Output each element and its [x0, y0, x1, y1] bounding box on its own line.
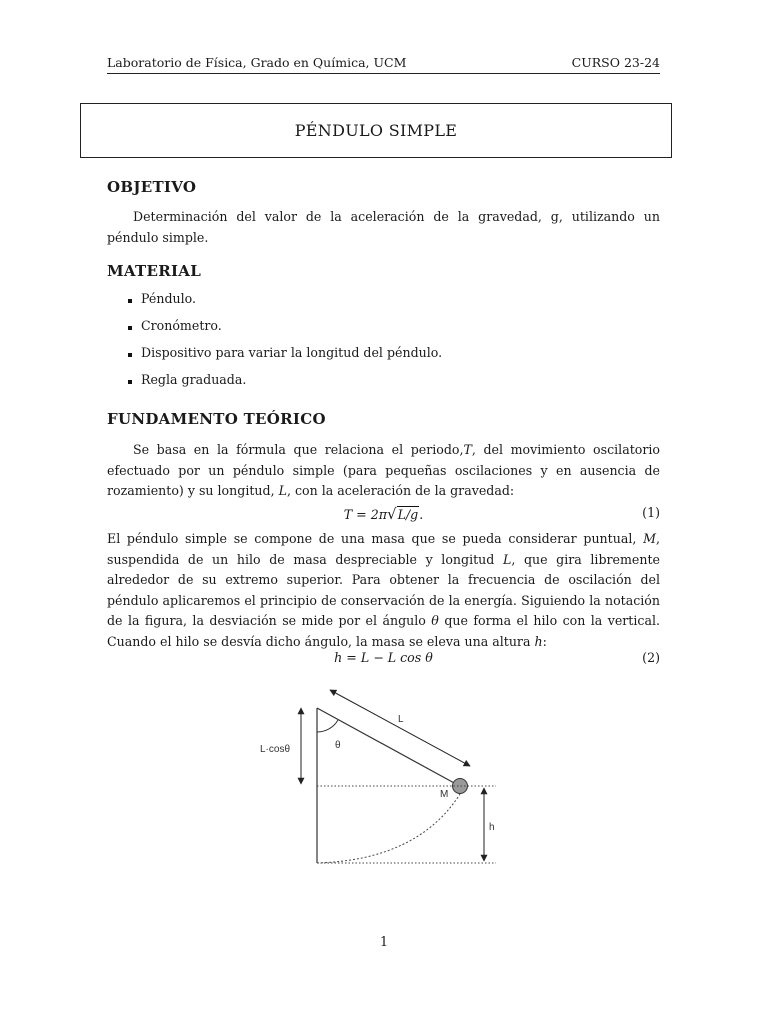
title-box [80, 103, 672, 158]
page-title: PÉNDULO SIMPLE [294, 121, 458, 140]
label-L: L [398, 714, 404, 725]
list-item: Dispositivo para variar la longitud del péndulo. [128, 345, 442, 372]
running-header [107, 55, 660, 74]
bullet-icon [128, 353, 132, 357]
pendulum-figure [258, 680, 506, 875]
trajectory-arc [317, 794, 460, 863]
equation-2 [107, 650, 660, 670]
label-theta: θ [335, 740, 341, 751]
label-h: h [489, 822, 495, 833]
objetivo-text: Determinación del valor de la aceleración de la gravedad, g, utilizando un péndulo simple. [107, 209, 660, 245]
eq1-lhs: T = 2π [343, 507, 387, 522]
page-number: 1 [379, 934, 388, 949]
header-left: Laboratorio de Física, Grado en Química, UCM [107, 55, 407, 70]
section-fundamento: FUNDAMENTO TEÓRICO [107, 410, 326, 428]
list-item: Regla graduada. [128, 372, 442, 399]
list-item: Cronómetro. [128, 318, 442, 345]
fundamento-paragraph-1: Se basa en la fórmula que relaciona el periodo,T, del movimiento oscilatorio efectuado por un péndulo simple (para pequeñas oscilaciones y en ausencia de rozamiento) y su longitud, L, con la aceleración de la gravedad: [107, 442, 660, 498]
angle-arc [317, 720, 338, 732]
bullet-icon [128, 299, 132, 303]
label-M: M [440, 789, 449, 800]
section-objetivo: OBJETIVO [107, 178, 197, 196]
label-lcos: L·cosθ [260, 744, 291, 755]
eq1-number: (1) [642, 505, 660, 520]
material-list [128, 291, 442, 399]
list-item: Péndulo. [128, 291, 442, 318]
eq2-number: (2) [642, 650, 660, 665]
length-arrow [330, 690, 470, 766]
equation-1: T = 2π√L/g. (1) [343, 505, 660, 523]
fundamento-paragraph-2: El péndulo simple se compone de una masa que se pueda considerar puntual, M, suspendida de un hilo de masa despreciable y longitud L, que gira libremente alrededor de su extremo superior. Para obtener la frecuencia de oscilación del péndulo aplicaremos el principio de conservación de la energía. Siguiendo la notación de la figura, la desviación se mide por el ángulo θ que forma el hilo con la vertical. Cuando el hilo se desvía dicho ángulo, la masa se eleva una altura h: [107, 531, 661, 649]
eq1-radicand: L/g [397, 507, 419, 522]
section-material: MATERIAL [107, 262, 202, 280]
eq2-text: h = L − L cos θ [334, 650, 433, 665]
bullet-icon [128, 380, 132, 384]
bullet-icon [128, 326, 132, 330]
header-right: CURSO 23-24 [571, 55, 660, 70]
